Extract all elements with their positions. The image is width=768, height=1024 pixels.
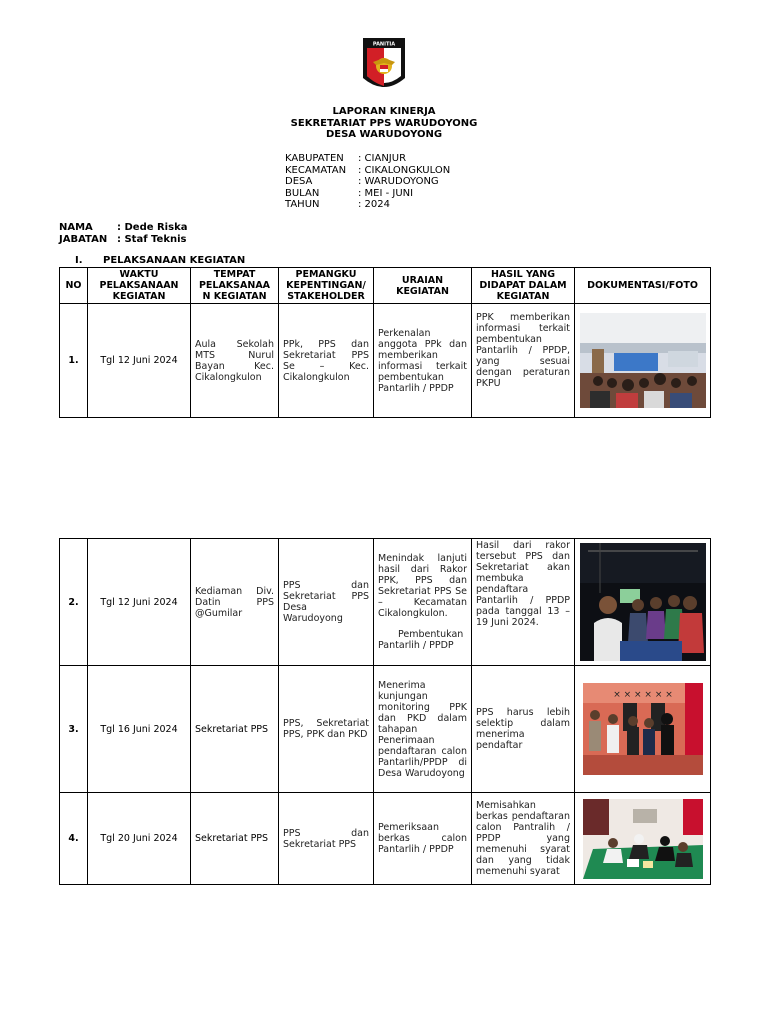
info-value: : WARUDOYONG	[358, 176, 439, 187]
cell-waktu: Tgl 12 Juni 2024	[88, 539, 191, 666]
title-line-3: DESA WARUDOYONG	[325, 129, 443, 140]
cell-tempat: Aula Sekolah MTS Nurul Bayan Kec. Cikalongkulon	[191, 304, 279, 418]
person-info	[59, 222, 187, 245]
info-value: : CIKALONGKULON	[358, 164, 451, 176]
info-label: KABUPATEN	[285, 153, 344, 164]
info-label: TAHUN	[285, 199, 320, 210]
region-info	[285, 153, 450, 211]
header-uraian: URAIAN KEGIATAN	[374, 268, 472, 304]
header-no: NO	[60, 268, 88, 304]
info-label: KECAMATAN	[285, 164, 347, 176]
cell-no: 3.	[60, 666, 88, 793]
cell-tempat: Kediaman Div. Datin PPS @Gumilar	[191, 539, 279, 666]
cell-hasil: Hasil dari rakor tersebut PPS dan Sekretariat akan membuka pendaftara Pantarlih / PPDP pada tanggal 13 – 19 Juni 2024.	[472, 539, 575, 666]
cell-photo	[575, 793, 711, 885]
table-row	[60, 304, 711, 418]
table-row	[60, 666, 711, 793]
activity-table-part-1	[59, 267, 711, 418]
cell-hasil: PPS harus lebih selektip dalam menerima pendaftar	[472, 666, 575, 793]
cell-photo	[575, 666, 711, 793]
cell-pemangku: PPS, Sekretariat PPS, PPK dan PKD	[279, 666, 374, 793]
cell-uraian	[374, 539, 472, 666]
cell-no: 1.	[60, 304, 88, 418]
role-label: JABATAN	[59, 233, 108, 245]
cell-hasil: Memisahkan berkas pendaftaran calon Pantralih / PPDP yang memenuhi syarat dan yang tidak memenuhi syarat	[472, 793, 575, 885]
name-label: NAMA	[59, 222, 93, 233]
cell-tempat: Sekretariat PPS	[191, 666, 279, 793]
cell-photo	[575, 304, 711, 418]
info-value: : MEI - JUNI	[358, 187, 414, 199]
cell-tempat: Sekretariat PPS	[191, 793, 279, 885]
cell-waktu: Tgl 16 Juni 2024	[88, 666, 191, 793]
title-line-1: LAPORAN KINERJA	[332, 106, 436, 117]
cell-uraian: Perkenalan anggota PPk dan memberikan informasi terkait pembentukan Pantarlih / PPDP	[374, 304, 472, 418]
cell-waktu: Tgl 20 Juni 2024	[88, 793, 191, 885]
meeting-hall-photo	[580, 313, 706, 408]
cell-no: 2.	[60, 539, 88, 666]
uraian-paragraph-2: Pembentukan Pantarlih / PPDP	[378, 629, 464, 651]
document-check-photo	[583, 799, 703, 879]
header-dokumentasi: DOKUMENTASI/FOTO	[575, 268, 711, 304]
section-title: PELAKSANAAN KEGIATAN	[103, 255, 246, 266]
cell-hasil: PPK memberikan informasi terkait pembentukan Pantarlih / PPDP, yang sesuai dengan peraturan PKPU	[472, 304, 575, 418]
cell-photo	[575, 539, 711, 666]
section-heading	[75, 255, 245, 266]
info-value: : 2024	[358, 199, 390, 210]
monitoring-visit-photo	[583, 683, 703, 775]
info-label: BULAN	[285, 187, 320, 199]
table-header-row	[60, 268, 711, 304]
cell-uraian: Pemeriksaan berkas calon Pantarlih / PPDP	[374, 793, 472, 885]
cell-no: 4.	[60, 793, 88, 885]
svg-text:× × × × × ×: × × × × × ×	[612, 690, 673, 700]
role-value: : Staf Teknis	[117, 233, 187, 245]
cell-pemangku: PPS dan Sekretariat PPS Desa Warudoyong	[279, 539, 374, 666]
header-hasil: HASIL YANG DIDAPAT DALAM KEGIATAN	[472, 268, 575, 304]
header-tempat: TEMPAT PELAKSANAA N KEGIATAN	[191, 268, 279, 304]
table-row	[60, 793, 711, 885]
info-value: : CIANJUR	[358, 153, 407, 164]
report-title	[0, 106, 768, 141]
header-pemangku: PEMANGKU KEPENTINGAN/ STAKEHOLDER	[279, 268, 374, 304]
uraian-paragraph-1: Menindak lanjuti hasil dari Rakor PPK, PPS dan Sekretariat PPS Se – Kecamatan Cikalongkulon.	[378, 553, 467, 619]
title-line-2: SEKRETARIAT PPS WARUDOYONG	[290, 117, 478, 129]
logo-text-top: PANITIA	[372, 41, 396, 48]
night-meeting-photo	[580, 543, 706, 661]
cell-pemangku: PPk, PPS dan Sekretariat PPS Se – Kec. Cikalongkulon	[279, 304, 374, 418]
cell-pemangku: PPS dan Sekretariat PPS	[279, 793, 374, 885]
activity-table-part-2	[59, 538, 711, 885]
info-label: DESA	[285, 176, 313, 187]
header-waktu: WAKTU PELAKSANAAN KEGIATAN	[88, 268, 191, 304]
section-number: I.	[75, 255, 83, 266]
table-row	[60, 539, 711, 666]
kpu-logo	[359, 34, 409, 96]
cell-uraian: Menerima kunjungan monitoring PPK dan PKD dalam tahapan Penerimaan pendaftaran calon Pantarlih/PPDP di Desa Warudoyong	[374, 666, 472, 793]
cell-waktu: Tgl 12 Juni 2024	[88, 304, 191, 418]
name-value: : Dede Riska	[117, 222, 188, 233]
